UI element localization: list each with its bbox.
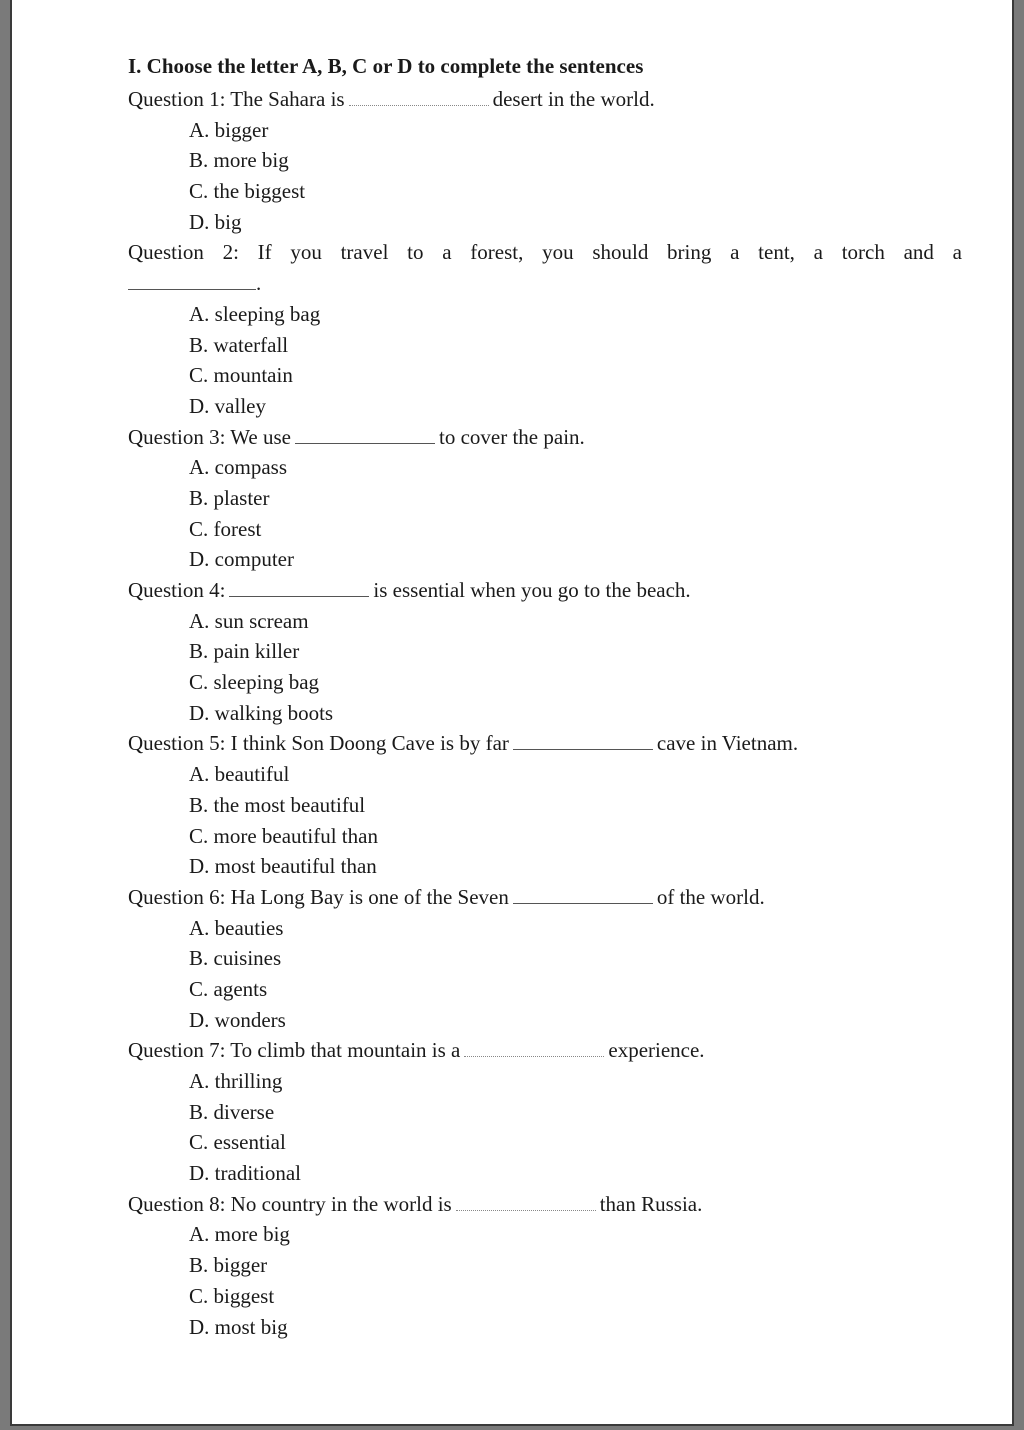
question-8 <box>128 1189 962 1342</box>
question-stem <box>128 882 962 913</box>
question-4 <box>128 575 962 728</box>
question-text-after: . <box>256 271 262 296</box>
option-d: D. valley <box>189 393 266 418</box>
section-heading: I. Choose the letter A, B, C or D to complete the sentences <box>128 54 644 78</box>
question-2 <box>128 237 962 421</box>
option-b: B. waterfall <box>189 332 289 357</box>
question-text-after: to cover the pain. <box>439 424 585 449</box>
question-1 <box>128 84 962 237</box>
option-c: C. forest <box>189 516 262 541</box>
option-d: D. most big <box>189 1314 288 1339</box>
question-text-before: Question 8: No country in the world is <box>128 1191 452 1216</box>
option-a: A. thrilling <box>189 1069 283 1093</box>
question-7 <box>128 1035 962 1188</box>
option-b: B. the most beautiful <box>189 792 366 817</box>
question-text-after: than Russia. <box>599 1191 703 1216</box>
question-text-after: of the world. <box>656 884 765 909</box>
option-a: A. bigger <box>189 117 269 142</box>
question-stem <box>128 84 962 115</box>
option-c: C. biggest <box>189 1283 275 1308</box>
option-a: A. compass <box>189 455 287 480</box>
option-d: D. big <box>189 209 242 234</box>
answer-blank <box>513 885 653 904</box>
question-text-after: cave in Vietnam. <box>656 731 799 756</box>
option-a: A. more big <box>189 1222 290 1247</box>
question-6 <box>128 882 962 1035</box>
question-text-before: Question 1: The Sahara is <box>128 87 345 111</box>
option-b: B. diverse <box>189 1099 275 1124</box>
answer-blank <box>349 87 489 106</box>
option-c: C. sleeping bag <box>189 670 320 695</box>
question-stem <box>128 575 962 606</box>
option-c: C. essential <box>189 1130 286 1155</box>
question-stem <box>128 728 962 759</box>
question-text-before: Question 5: I think Son Doong Cave is by far <box>128 731 509 756</box>
option-b: B. bigger <box>189 1253 268 1278</box>
question-stem: Question 2: If you travel to a forest, you should bring a tent, a torch and a <box>128 240 962 265</box>
question-stem <box>128 1035 962 1066</box>
question-text-before: Question 3: We use <box>128 424 291 449</box>
option-d: D. wonders <box>189 1007 286 1032</box>
option-d: D. computer <box>189 547 294 572</box>
option-a: A. sleeping bag <box>189 301 321 326</box>
option-d: D. most beautiful than <box>189 854 377 879</box>
question-stem <box>128 1189 962 1220</box>
option-d: D. walking boots <box>189 700 334 725</box>
option-c: C. mountain <box>189 363 293 388</box>
answer-blank <box>128 271 256 290</box>
option-c: C. agents <box>189 976 268 1001</box>
question-5 <box>128 728 962 881</box>
question-list <box>128 84 962 1342</box>
option-b: B. cuisines <box>189 946 282 971</box>
question-3 <box>128 422 962 575</box>
option-b: B. pain killer <box>189 639 300 664</box>
option-c: C. more beautiful than <box>189 823 378 848</box>
answer-blank <box>456 1192 596 1211</box>
question-text-after: desert in the world. <box>492 87 655 111</box>
question-stem-continuation <box>128 268 962 299</box>
option-d: D. traditional <box>189 1161 301 1186</box>
answer-blank <box>513 731 653 750</box>
option-a: A. sun scream <box>189 608 309 633</box>
question-text-before: Question 6: Ha Long Bay is one of the Seven <box>128 884 509 909</box>
option-b: B. plaster <box>189 485 270 510</box>
answer-blank <box>295 425 435 444</box>
option-b: B. more big <box>189 148 289 173</box>
answer-blank <box>229 578 369 597</box>
question-text-before: Question 7: To climb that mountain is a <box>128 1038 461 1063</box>
worksheet-page <box>10 0 1014 1426</box>
answer-blank <box>464 1038 604 1057</box>
question-text-after: is essential when you go to the beach. <box>373 578 691 602</box>
question-text-before: Question 4: <box>128 578 226 602</box>
option-a: A. beautiful <box>189 762 290 787</box>
question-stem <box>128 422 962 453</box>
option-c: C. the biggest <box>189 179 306 204</box>
option-a: A. beauties <box>189 915 284 940</box>
question-text-after: experience. <box>608 1038 705 1063</box>
